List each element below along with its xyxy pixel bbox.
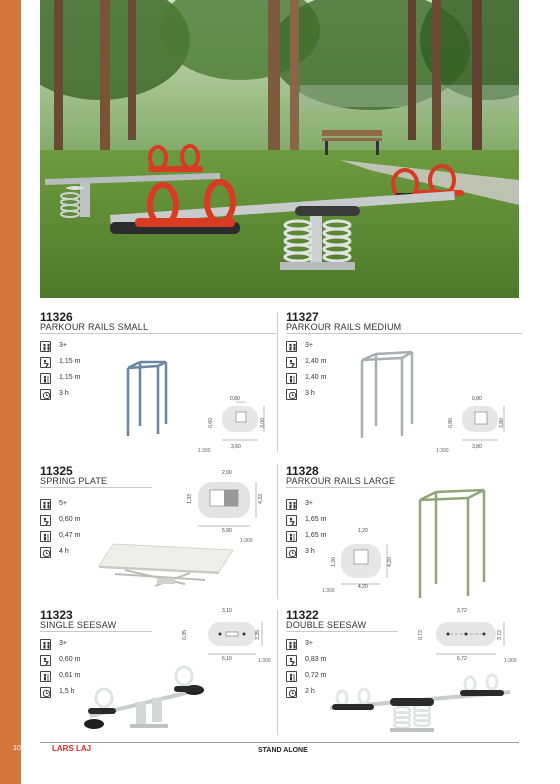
product-name: PARKOUR RAILS MEDIUM: [286, 322, 402, 332]
spec-free-height: 1,15 m: [40, 373, 120, 385]
spec-free-height: 0,47 m: [40, 531, 120, 543]
product-number: 11322: [286, 608, 319, 622]
product-illustration: [320, 668, 515, 736]
fall-height-icon: [40, 357, 51, 368]
spec-installation-time: 3 h: [286, 547, 366, 559]
dimension-plan: [458, 398, 518, 448]
spec-fall-height: 1,15 m: [40, 357, 120, 369]
hero-photo: [40, 0, 519, 298]
spec-age: 3+: [286, 341, 366, 353]
dim-label: 1,20: [330, 557, 337, 567]
side-accent-bar: [0, 0, 21, 784]
page-number: 102: [13, 745, 25, 752]
column-divider: [277, 464, 278, 599]
dim-label: 4,20: [386, 557, 393, 567]
dim-label: 1,20: [358, 528, 368, 534]
spec-fall-height: 0,83 m: [286, 655, 366, 667]
dim-label: 3,00: [259, 418, 266, 428]
age-icon: [286, 499, 297, 510]
installation-time-icon: [286, 547, 297, 558]
fall-height-icon: [40, 655, 51, 666]
brand-logo: LARS LAJ: [52, 744, 92, 753]
product-number: 11327: [286, 310, 319, 324]
installation-time-icon: [286, 389, 297, 400]
product-card-11322: [286, 608, 522, 760]
spec-free-height: 0,61 m: [40, 671, 120, 683]
product-card-11323: [40, 608, 276, 760]
free-height-icon: [40, 373, 51, 384]
dim-label: 3,80: [498, 418, 505, 428]
fall-height-icon: [286, 655, 297, 666]
dimension-plan: [218, 398, 278, 448]
free-height-icon: [286, 531, 297, 542]
installation-time-icon: [40, 389, 51, 400]
title-underline: [40, 631, 152, 632]
scale-label: 1:300: [240, 538, 253, 544]
dim-label: 4,20: [358, 584, 368, 590]
product-card-11326: [40, 310, 276, 462]
age-icon: [40, 499, 51, 510]
product-card-11325: [40, 464, 276, 616]
scale-label: 1:300: [258, 658, 271, 664]
footer-divider: [40, 742, 519, 743]
spec-age: 3+: [40, 639, 120, 651]
spec-fall-height: 1,40 m: [286, 357, 366, 369]
fall-height-icon: [286, 357, 297, 368]
product-card-11327: [286, 310, 522, 462]
dim-label: 0,80: [447, 418, 454, 428]
spec-free-height: 0,72 m: [286, 671, 366, 683]
free-height-icon: [40, 531, 51, 542]
dim-label: 3,10: [222, 608, 232, 614]
dim-label: 0,60: [207, 418, 214, 428]
fall-height-icon: [286, 515, 297, 526]
spec-fall-height: 0,60 m: [40, 655, 120, 667]
spec-age: 3+: [40, 341, 120, 353]
spec-fall-height: 1,65 m: [286, 515, 366, 527]
spec-installation-time: 1,5 h: [40, 687, 120, 699]
product-illustration: [95, 540, 235, 592]
spec-installation-time: 3 h: [40, 389, 120, 401]
scale-label: 1:300: [198, 448, 211, 454]
dim-label: 6,72: [457, 656, 467, 662]
title-underline: [286, 333, 522, 334]
scale-label: 1:300: [504, 658, 517, 664]
title-underline: [286, 631, 398, 632]
dim-label: 3,80: [472, 444, 482, 450]
dim-label: 0,80: [230, 396, 240, 402]
dim-label: 3,72: [496, 630, 503, 640]
spec-age: 5+: [40, 499, 120, 511]
product-illustration: [354, 348, 424, 448]
spec-fall-height: 0,60 m: [40, 515, 120, 527]
spec-installation-time: 3 h: [286, 389, 366, 401]
product-number: 11325: [40, 464, 73, 478]
product-name: SINGLE SEESAW: [40, 620, 117, 630]
title-underline: [40, 333, 276, 334]
dim-label: 0,72: [417, 630, 424, 640]
dim-label: 1,33: [186, 494, 193, 504]
spec-free-height: 1,65 m: [286, 531, 366, 543]
free-height-icon: [286, 671, 297, 682]
title-underline: [286, 487, 390, 488]
spec-free-height: 1,40 m: [286, 373, 366, 385]
spec-installation-time: 4 h: [40, 547, 120, 559]
column-divider: [277, 610, 278, 735]
title-underline: [40, 487, 152, 488]
scale-label: 1:300: [322, 588, 335, 594]
dim-label: 3,72: [457, 608, 467, 614]
section-title: STAND ALONE: [258, 747, 308, 754]
free-height-icon: [286, 373, 297, 384]
product-illustration: [60, 664, 210, 736]
spec-age: 3+: [286, 639, 366, 651]
installation-time-icon: [40, 687, 51, 698]
free-height-icon: [40, 671, 51, 682]
dim-label: 0,80: [472, 396, 482, 402]
age-icon: [40, 341, 51, 352]
product-name: SPRING PLATE: [40, 476, 108, 486]
dim-label: 6,10: [222, 656, 232, 662]
product-number: 11326: [40, 310, 73, 324]
fall-height-icon: [40, 515, 51, 526]
product-number: 11328: [286, 464, 319, 478]
product-number: 11323: [40, 608, 73, 622]
dim-label: 3,60: [231, 444, 241, 450]
scale-label: 1:300: [436, 448, 449, 454]
age-icon: [286, 341, 297, 352]
dim-label: 3,35: [254, 630, 261, 640]
spec-installation-time: 2 h: [286, 687, 366, 699]
product-illustration: [412, 486, 492, 606]
product-name: DOUBLE SEESAW: [286, 620, 367, 630]
age-icon: [286, 639, 297, 650]
product-name: PARKOUR RAILS SMALL: [40, 322, 149, 332]
spec-age: 3+: [286, 499, 366, 511]
dim-label: 4,33: [257, 494, 264, 504]
dim-label: 2,00: [222, 470, 232, 476]
product-name: PARKOUR RAILS LARGE: [286, 476, 396, 486]
dim-label: 0,35: [181, 630, 188, 640]
dimension-plan: [190, 476, 270, 536]
product-illustration: [120, 356, 180, 441]
installation-time-icon: [286, 687, 297, 698]
installation-time-icon: [40, 547, 51, 558]
product-card-11328: [286, 464, 522, 616]
age-icon: [40, 639, 51, 650]
dim-label: 5,90: [222, 528, 232, 534]
